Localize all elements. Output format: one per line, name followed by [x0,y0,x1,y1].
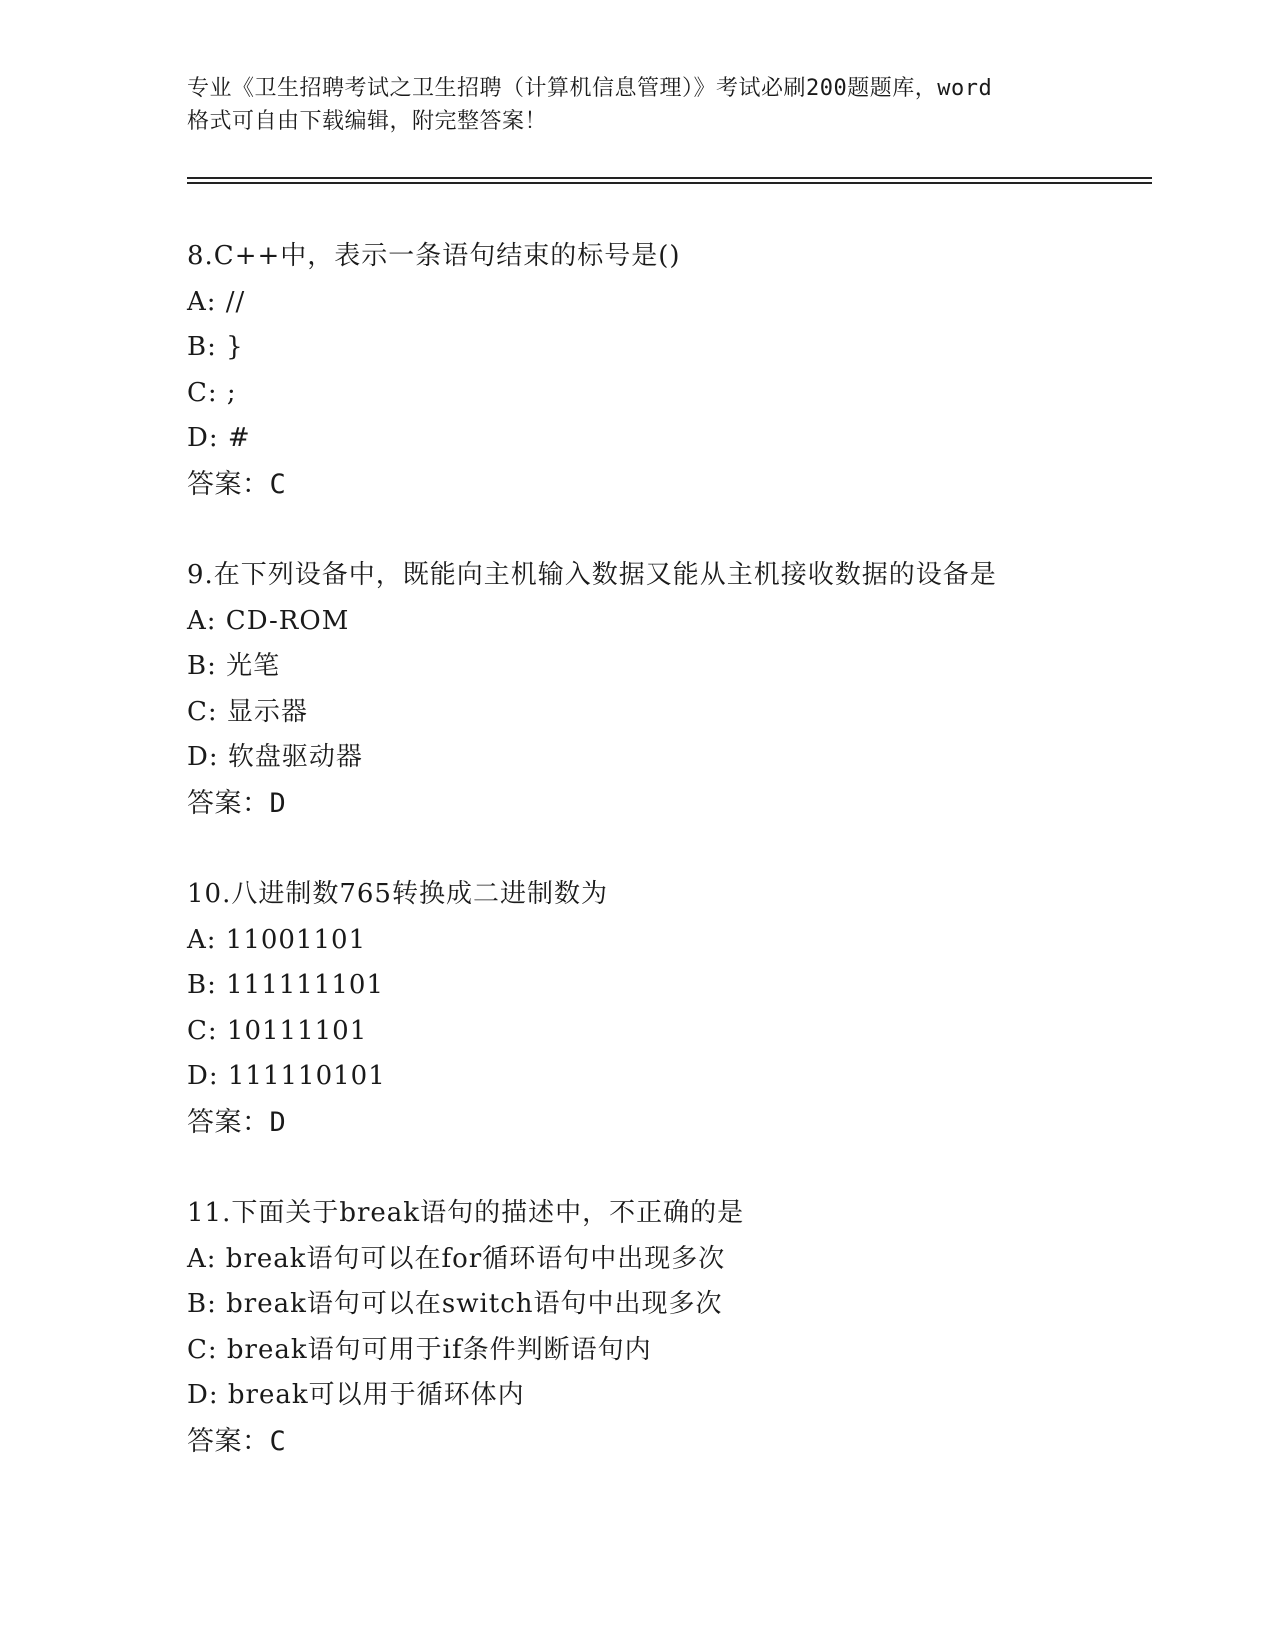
option-a: A: 11001101 [187,924,367,955]
option-c: C: ; [187,377,237,408]
question-stem: 11.下面关于break语句的描述中，不正确的是 [187,1198,745,1228]
answer: 答案：D [187,1106,287,1138]
option-c: C: 显示器 [187,696,308,727]
option-d: D: break可以用于循环体内 [187,1380,525,1411]
option-c: C: break语句可用于if条件判断语句内 [187,1334,652,1365]
question-8 [187,234,1147,508]
question-stem: 9.在下列设备中，既能向主机输入数据又能从主机接收数据的设备是 [187,560,997,590]
question-9 [187,553,1147,827]
document-header [187,72,1087,138]
option-c: C: 10111101 [187,1015,368,1046]
option-d: D: 软盘驱动器 [187,742,363,773]
option-a: A: // [187,286,246,317]
option-b: B: 111111101 [187,970,385,1001]
header-divider-top [187,177,1152,179]
header-line-2: 格式可自由下载编辑，附完整答案！ [187,109,548,134]
option-b: B: 光笔 [187,651,281,682]
answer: 答案：C [187,1425,287,1457]
header-divider-bottom [187,182,1152,184]
option-b: B: } [187,332,244,363]
option-b: B: break语句可以在switch语句中出现多次 [187,1289,723,1320]
header-line-1: 专业《卫生招聘考试之卫生招聘（计算机信息管理）》考试必刷200题题库，word [187,76,993,101]
option-d: D: # [187,423,251,454]
question-stem: 10.八进制数765转换成二进制数为 [187,879,608,909]
question-stem: 8.C++中，表示一条语句结束的标号是() [187,241,681,271]
question-10 [187,872,1147,1146]
option-d: D: 111110101 [187,1061,386,1092]
option-a: A: break语句可以在for循环语句中出现多次 [187,1243,726,1274]
option-a: A: CD-ROM [187,605,350,636]
answer: 答案：D [187,787,287,819]
question-11 [187,1191,1147,1465]
answer: 答案：C [187,468,287,500]
